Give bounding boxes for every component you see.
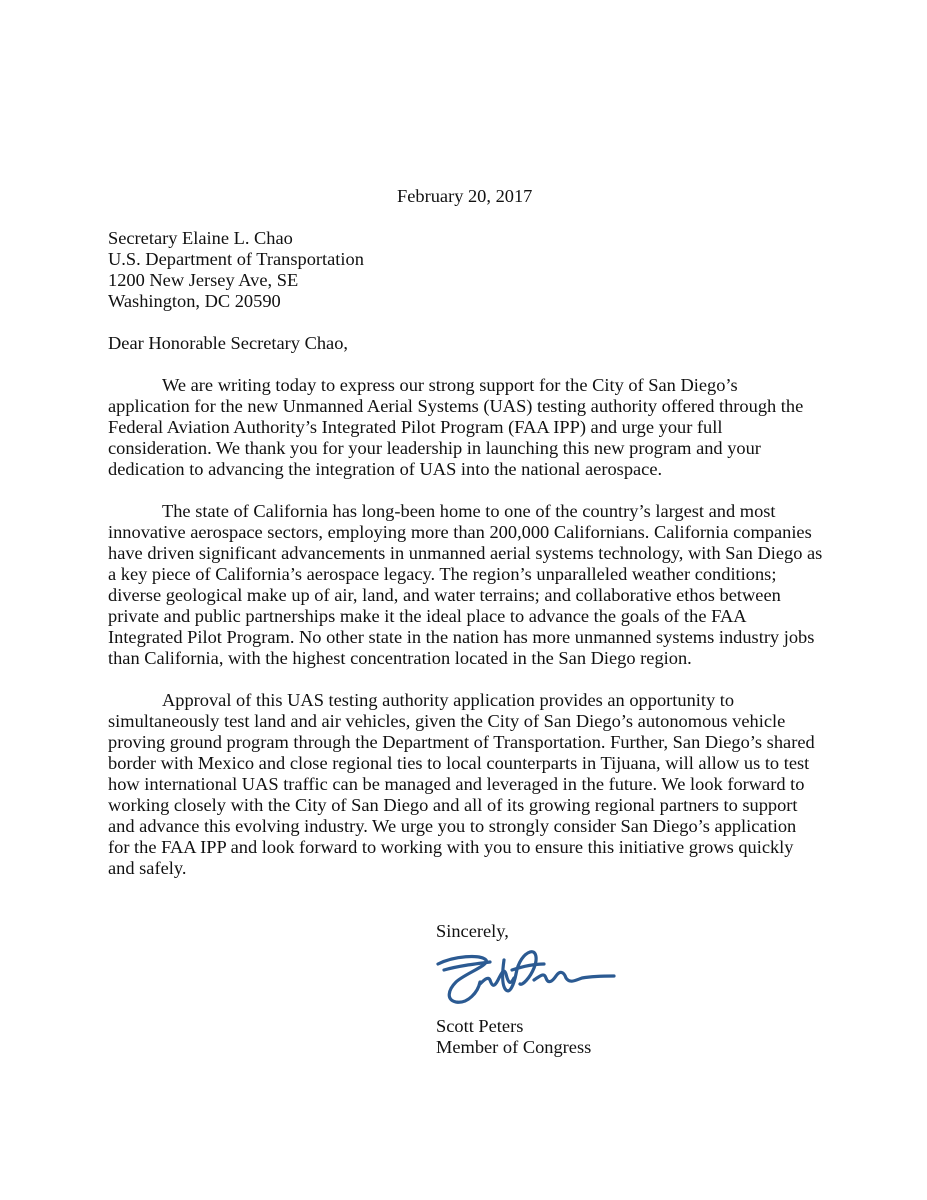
paragraph-line: for the FAA IPP and look forward to working with you to ensure this initiative grows quickly — [108, 837, 794, 857]
paragraph-line: Federal Aviation Authority’s Integrated Pilot Program (FAA IPP) and urge your full — [108, 417, 723, 437]
paragraph-line: innovative aerospace sectors, employing more than 200,000 Californians. California companies — [108, 522, 812, 542]
paragraph-line: a key piece of California’s aerospace legacy. The region’s unparalleled weather conditions; — [108, 564, 777, 584]
signer-title: Member of Congress — [436, 1037, 592, 1057]
paragraph-line: and advance this evolving industry. We urge you to strongly consider San Diego’s application — [108, 816, 797, 836]
paragraph-line: how international UAS traffic can be managed and leveraged in the future. We look forward to — [108, 774, 805, 794]
paragraph-line: dedication to advancing the integration of UAS into the national aerospace. — [108, 459, 663, 479]
paragraph-line: Integrated Pilot Program. No other state in the nation has more unmanned systems industry jobs — [108, 627, 815, 647]
recipient-line: 1200 New Jersey Ave, SE — [108, 270, 299, 290]
salutation: Dear Honorable Secretary Chao, — [108, 333, 348, 353]
signer-name: Scott Peters — [436, 1016, 524, 1036]
paragraph-line: diverse geological make up of air, land, and water terrains; and collaborative ethos between — [108, 585, 781, 605]
paragraph-line: simultaneously test land and air vehicles, given the City of San Diego’s autonomous vehicle — [108, 711, 786, 731]
paragraph-line: private and public partnerships make it the ideal place to advance the goals of the FAA — [108, 606, 747, 626]
signature-image — [434, 940, 616, 1008]
paragraph-line: and safely. — [108, 858, 187, 878]
paragraph-line: have driven significant advancements in unmanned aerial systems technology, with San Diego as — [108, 543, 823, 563]
recipient-line: U.S. Department of Transportation — [108, 249, 364, 269]
paragraph-line: than California, with the highest concentration located in the San Diego region. — [108, 648, 692, 668]
closing: Sincerely, — [436, 921, 509, 941]
paragraph-line: The state of California has long-been home to one of the country’s largest and most — [162, 501, 776, 521]
paragraph-line: application for the new Unmanned Aerial Systems (UAS) testing authority offered through the — [108, 396, 804, 416]
recipient-line: Secretary Elaine L. Chao — [108, 228, 293, 248]
recipient-line: Washington, DC 20590 — [108, 291, 281, 311]
paragraph-line: border with Mexico and close regional ties to local counterparts in Tijuana, will allow us to test — [108, 753, 810, 773]
paragraph-line: proving ground program through the Department of Transportation. Further, San Diego’s shared — [108, 732, 815, 752]
paragraph-line: consideration. We thank you for your leadership in launching this new program and your — [108, 438, 761, 458]
paragraph-line: We are writing today to express our strong support for the City of San Diego’s — [162, 375, 738, 395]
paragraph-line: Approval of this UAS testing authority application provides an opportunity to — [162, 690, 735, 710]
paragraph-line: working closely with the City of San Diego and all of its growing regional partners to support — [108, 795, 798, 815]
letter-date: February 20, 2017 — [397, 186, 533, 206]
